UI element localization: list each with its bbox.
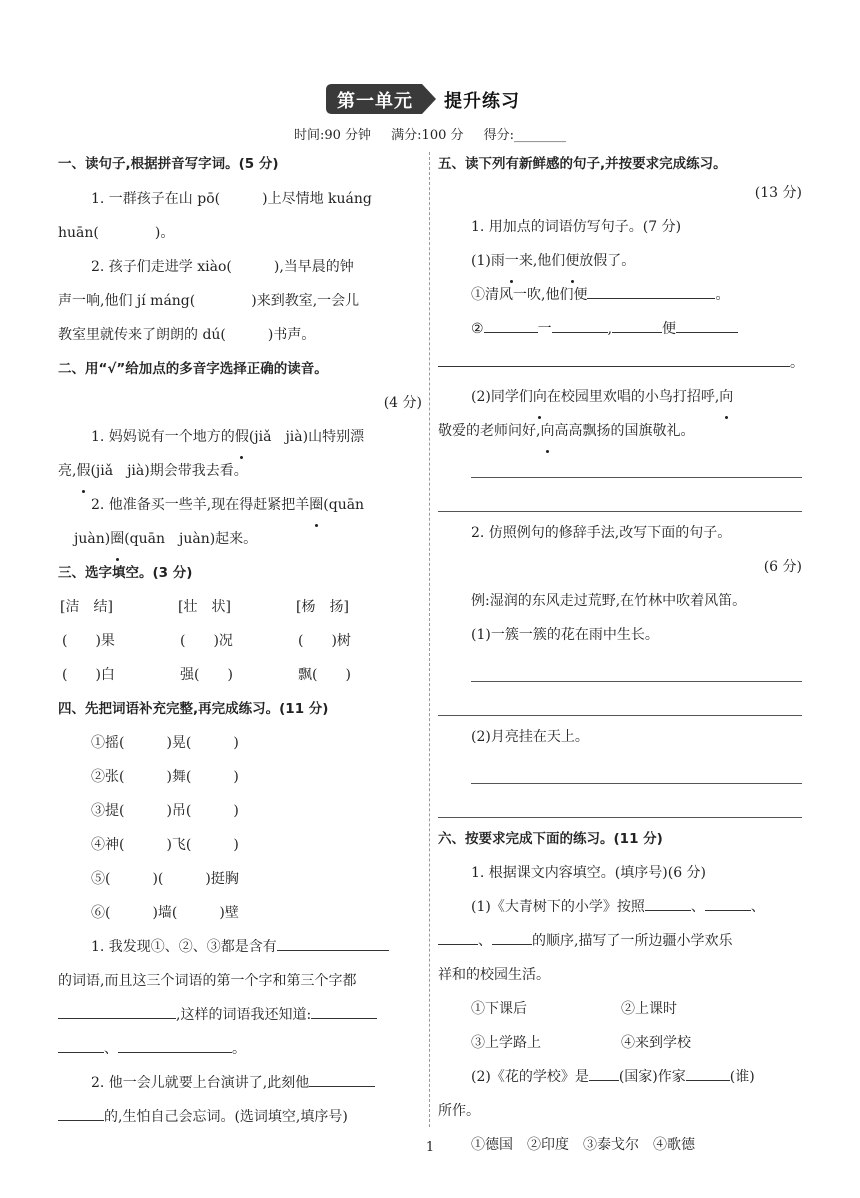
text: 的顺序,描写了一所边疆小学欢乐: [532, 933, 733, 949]
text: (quān: [323, 497, 365, 513]
answer-blank: [705, 894, 751, 911]
text: 亮,: [58, 463, 77, 479]
dotted-char: 便: [565, 244, 579, 278]
text: 2. 他一会儿就要上台演讲了,此刻他: [91, 1075, 310, 1091]
text: ,这样的词语我还知道:: [176, 1007, 312, 1023]
dotted-char: 一: [505, 244, 519, 278]
text: 。: [232, 1041, 246, 1057]
option-2: ②上课时: [621, 1001, 677, 1017]
text: 来,他们: [518, 253, 566, 269]
group-3: [杨 扬]: [296, 599, 349, 615]
s2-q1-line-2: [58, 454, 422, 488]
s5-example-1: [438, 244, 802, 278]
text: 、: [478, 933, 492, 949]
s4-item-4: ④神( )飞( ): [91, 837, 239, 853]
s5-example: 例:湿润的东风走过荒野,在竹林中吹着风笛。: [471, 593, 747, 609]
answer-line: [438, 754, 802, 788]
answer-blank: [438, 928, 478, 945]
text: 、: [104, 1041, 118, 1057]
worksheet-title: [0, 84, 860, 114]
unit-badge-label: 第一单元: [337, 91, 413, 112]
answer-blank: [277, 934, 389, 951]
s6-p1-line-2: [438, 924, 802, 958]
s6-p2-line-2: 所作。: [438, 1103, 480, 1119]
text: juàn): [74, 531, 111, 547]
answer-blank: [587, 282, 715, 299]
answer-line: [438, 482, 802, 516]
s3-row-2: [58, 658, 422, 692]
text: (1)《大青树下的小学》按照: [471, 899, 645, 915]
text: (jiǎ jià)山特别漂: [248, 429, 365, 445]
s4-q2-line-2: [58, 1100, 422, 1134]
score-field: 得分:________: [483, 128, 567, 143]
text: (2)《花的学校》是: [471, 1069, 589, 1085]
dotted-char: 向: [540, 414, 554, 448]
answer-line: [438, 788, 802, 822]
right-column: [438, 152, 802, 1162]
time-limit: 时间:90 分钟: [293, 128, 372, 143]
answer-blank: [58, 1036, 104, 1053]
s5-q2: 2. 仿照例句的修辞手法,改写下面的句子。: [471, 525, 732, 541]
answer-blank: [438, 350, 790, 367]
s5-score: (13 分): [754, 185, 802, 201]
text: 便: [662, 321, 677, 337]
answer-blank: [686, 1064, 730, 1081]
s6-options-row-2: [438, 1026, 802, 1060]
answer-blank: [484, 316, 538, 333]
text: (国家)作家: [618, 1069, 686, 1085]
text: 高高飘扬的国旗敬礼。: [554, 423, 695, 439]
section-4-heading: 四、先把词语补充完整,再完成练习。(11 分): [58, 701, 329, 717]
option-4: ④来到学校: [621, 1035, 691, 1051]
dotted-char: 向: [719, 380, 733, 414]
section-6-heading: 六、按要求完成下面的练习。(11 分): [438, 831, 663, 847]
blank-item: ( )果: [62, 633, 115, 649]
s6-options-row-1: [438, 992, 802, 1026]
s5-fill-1: [438, 278, 802, 312]
s1-line-4: 声一响,他们 jí máng( )来到教室,一会儿: [58, 293, 360, 309]
text: 2. 他准备买一些羊,现在得赶紧把羊: [91, 497, 310, 513]
answer-blank: [58, 1002, 176, 1019]
blank-item: 强( ): [180, 667, 233, 683]
text: (jiǎ jià)期会带我去看。: [90, 463, 248, 479]
s1-line-2: huān( )。: [58, 225, 175, 241]
group-1: [洁 结]: [60, 599, 113, 615]
dotted-char: 圈: [309, 488, 323, 522]
s4-q1-line-4: [58, 1032, 422, 1066]
s5-sub-1: (1)一簇一簇的花在雨中生长。: [471, 627, 659, 643]
blank-item: ( )况: [180, 633, 233, 649]
s6-p2-line-1: [438, 1060, 802, 1094]
text: ,: [607, 321, 613, 337]
answer-blank: [309, 1070, 375, 1087]
section-5-heading: 五、读下列有新鲜感的句子,并按要求完成练习。: [438, 156, 727, 172]
s6-p1-line-3: 祥和的校园生活。: [438, 967, 550, 983]
s3-row-1: [58, 624, 422, 658]
s2-q2-line-2: [58, 522, 422, 556]
section-1-heading: 一、读句子,根据拼音写字词。(5 分): [58, 156, 279, 172]
answer-blank: [552, 316, 608, 333]
option-1: ①下课后: [471, 1001, 527, 1017]
dotted-char: 假: [235, 420, 249, 454]
text: (2)同学们: [471, 389, 533, 405]
option-3: ③上学路上: [471, 1035, 541, 1051]
text: ①清风一吹,他们便: [471, 287, 588, 303]
s5-q1: 1. 用加点的词语仿写句子。(7 分): [471, 219, 682, 235]
dotted-char: 假: [76, 454, 90, 488]
text: ②: [471, 321, 484, 337]
s5-fill-2-cont: [438, 346, 802, 380]
column-divider: [429, 152, 430, 1127]
blank-item: ( )树: [298, 633, 351, 649]
s3-groups: [58, 590, 422, 624]
s2-q2-line-1: [58, 488, 422, 522]
s4-item-6: ⑥( )墙( )壁: [91, 905, 239, 921]
s6-q1: 1. 根据课文内容填空。(填序号)(6 分): [471, 865, 707, 881]
s2-q1-line-1: [58, 420, 422, 454]
s5-example-2-line-2: [438, 414, 802, 448]
s5-fill-2: [438, 312, 802, 346]
s1-line-3: 2. 孩子们走进学 xiào( ),当早晨的钟: [91, 259, 354, 275]
s1-line-1: 1. 一群孩子在山 pō( )上尽情地 kuáng: [91, 191, 372, 207]
text: 1. 妈妈说有一个地方的: [91, 429, 235, 445]
s4-q2-line-1: [58, 1066, 422, 1100]
answer-blank: [311, 1002, 377, 1019]
text: 。: [715, 287, 730, 303]
text: 在校园里欢唱的小鸟打招呼,: [546, 389, 720, 405]
blank-item: ( )白: [62, 667, 115, 683]
s4-item-5: ⑤( )( )挺胸: [91, 871, 239, 887]
page-number: 1: [425, 1140, 435, 1155]
text: 、: [690, 899, 705, 915]
answer-blank: [58, 1104, 104, 1121]
text: (1)雨: [471, 253, 505, 269]
group-2: [壮 状]: [178, 599, 231, 615]
answer-blank: [645, 894, 691, 911]
s5-sub-2: (2)月亮挂在天上。: [471, 729, 589, 745]
s2-score: (4 分): [383, 395, 422, 411]
blank-item: 飘( ): [298, 667, 351, 683]
s5-q2-score: (6 分): [763, 559, 802, 575]
s4-q1-line-1: [58, 930, 422, 964]
text: 。: [790, 355, 804, 371]
exam-meta: [0, 124, 860, 143]
answer-blank: [612, 316, 662, 333]
dotted-char: 向: [533, 380, 547, 414]
s4-q1-line-2: 的词语,而且这三个词语的第一个字和第三个字都: [58, 973, 357, 989]
text: 一: [537, 321, 552, 337]
dotted-char: 圈: [110, 522, 124, 556]
answer-blank: [492, 928, 532, 945]
s6-choices: ①德国 ②印度 ③泰戈尔 ④歌德: [471, 1137, 695, 1153]
text: 敬爱的老师问好,: [438, 423, 541, 439]
answer-blank: [118, 1036, 232, 1053]
full-score: 满分:100 分: [391, 128, 464, 143]
text: 的,生怕自己会忘词。(选词填空,填序号): [104, 1109, 348, 1125]
left-column: [58, 152, 422, 1134]
text: (谁): [729, 1069, 755, 1085]
answer-line: [438, 448, 802, 482]
s4-item-1: ①摇( )晃( ): [91, 735, 239, 751]
answer-blank: [676, 316, 738, 333]
s6-p1-line-1: [438, 890, 802, 924]
text: 1. 我发现①、②、③都是含有: [91, 939, 277, 955]
answer-line: [438, 652, 802, 686]
s4-q1-line-3: [58, 998, 422, 1032]
s5-example-2-line-1: [438, 380, 802, 414]
section-2-heading: 二、用“√”给加点的多音字选择正确的读音。: [58, 361, 328, 377]
text: 放假了。: [579, 253, 636, 269]
s4-item-2: ②张( )舞( ): [91, 769, 239, 785]
page-title: 提升练习: [444, 91, 520, 112]
answer-line: [438, 686, 802, 720]
text: 、: [750, 899, 765, 915]
s4-item-3: ③提( )吊( ): [91, 803, 239, 819]
s1-line-5: 教室里就传来了朗朗的 dú( )书声。: [58, 327, 316, 343]
text: (quān juàn)起来。: [124, 531, 258, 547]
answer-blank: [589, 1064, 619, 1081]
section-3-heading: 三、选字填空。(3 分): [58, 565, 193, 581]
